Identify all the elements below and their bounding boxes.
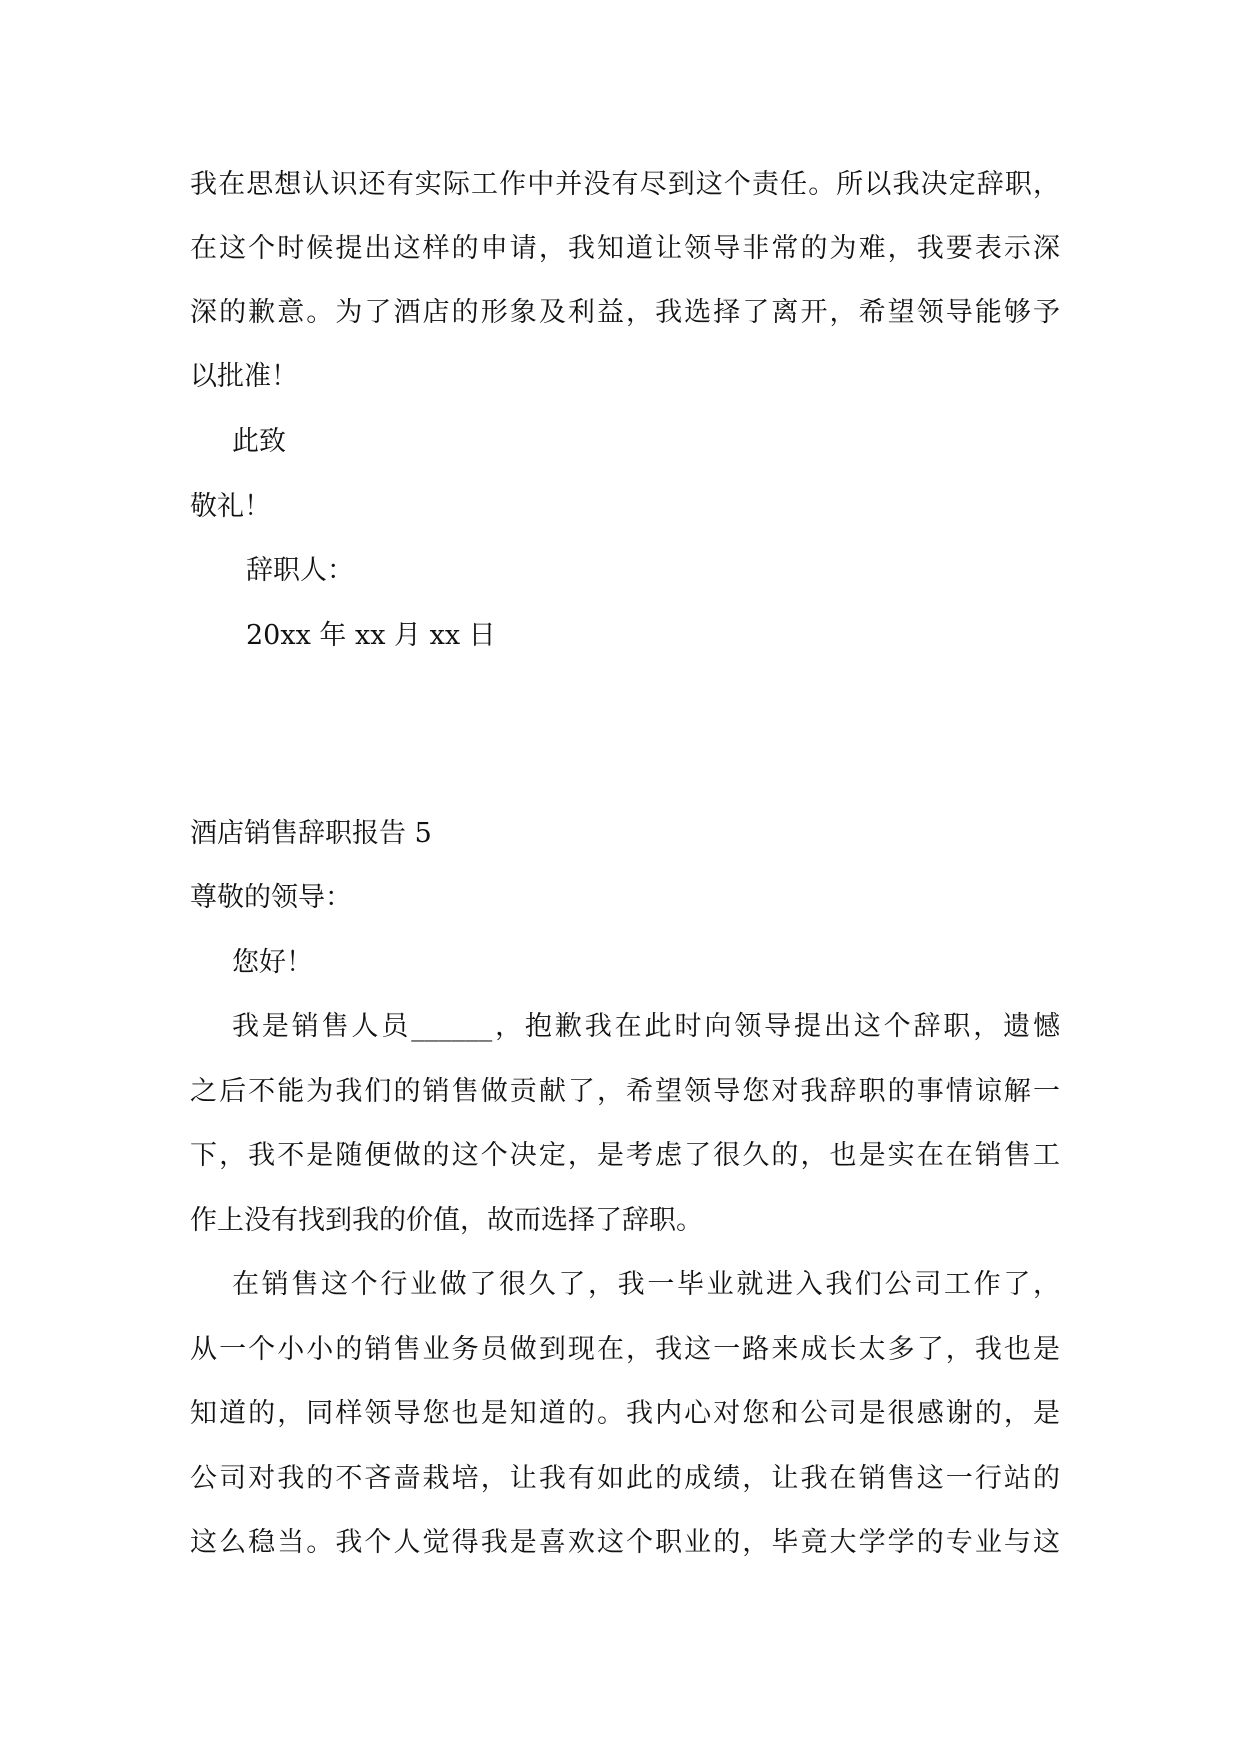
paragraph-line: 我在思想认识还有实际工作中并没有尽到这个责任。所以我决定辞职，	[190, 169, 1060, 200]
greeting: 您好！	[232, 947, 313, 978]
paragraph-line: 作上没有找到我的价值，故而选择了辞职。	[190, 1205, 703, 1236]
paragraph-line: 这么稳当。我个人觉得我是喜欢这个职业的，毕竟大学学的专业与这	[190, 1527, 1060, 1558]
paragraph-line: 从一个小小的销售业务员做到现在，我这一路来成长太多了，我也是	[190, 1334, 1060, 1365]
paragraph-line: 下，我不是随便做的这个决定，是考虑了很久的，也是实在在销售工	[190, 1140, 1060, 1171]
document-page	[190, 0, 1060, 1754]
paragraph-line: 公司对我的不吝啬栽培，让我有如此的成绩，让我在销售这一行站的	[190, 1463, 1060, 1494]
section-title: 酒店销售辞职报告 5	[190, 818, 432, 849]
paragraph-line: 之后不能为我们的销售做贡献了，希望领导您对我辞职的事情谅解一	[190, 1076, 1060, 1107]
signer-label: 辞职人：	[246, 555, 354, 586]
paragraph-line: 在这个时候提出这样的申请，我知道让领导非常的为难，我要表示深	[190, 233, 1060, 264]
closing-cizhi: 此致	[232, 426, 286, 457]
closing-jingli: 敬礼！	[190, 491, 271, 522]
paragraph-line: 知道的，同样领导您也是知道的。我内心对您和公司是很感谢的，是	[190, 1398, 1060, 1429]
paragraph-line: 深的歉意。为了酒店的形象及利益，我选择了离开，希望领导能够予	[190, 297, 1060, 328]
paragraph-line: 我是销售人员______，抱歉我在此时向领导提出这个辞职，遗憾	[232, 1011, 1060, 1042]
paragraph-line: 以批准！	[190, 361, 298, 392]
salutation: 尊敬的领导：	[190, 882, 352, 913]
signature-date: 20xx 年 xx 月 xx 日	[246, 620, 496, 651]
paragraph-line: 在销售这个行业做了很久了，我一毕业就进入我们公司工作了，	[232, 1269, 1060, 1300]
